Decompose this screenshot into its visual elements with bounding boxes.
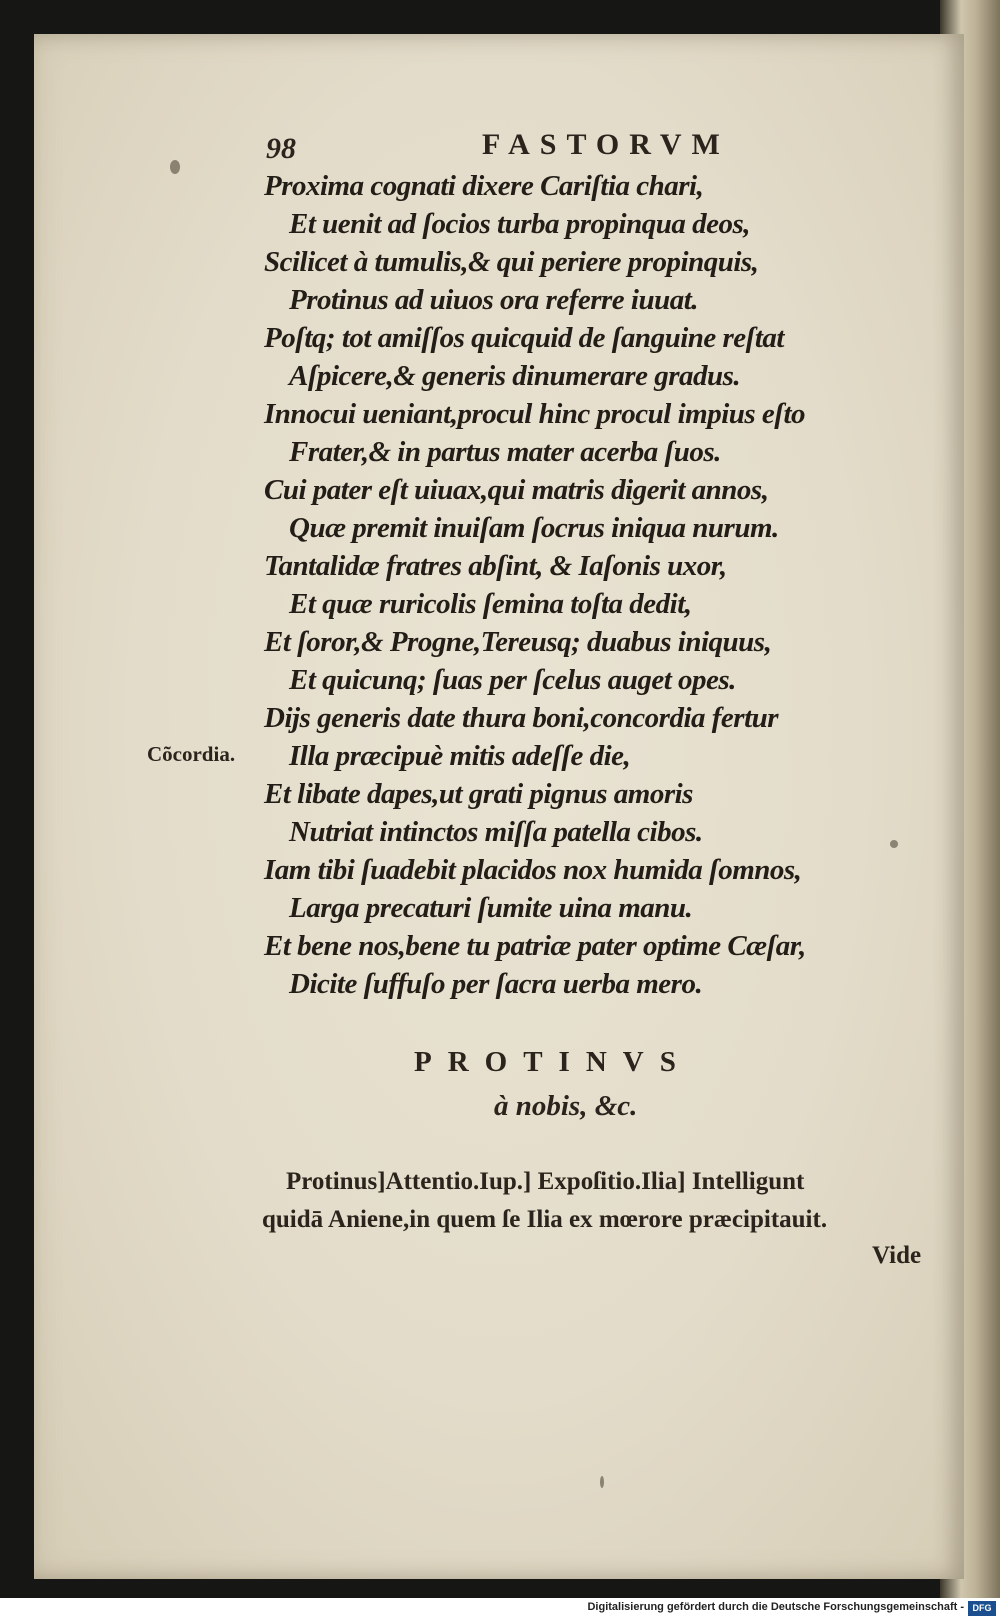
verse-line: Et ſoror,& Progne,Tereusq; duabus iniquus, <box>264 626 772 658</box>
margin-note: Cõcordia. <box>147 742 236 766</box>
verse-line: Quæ premit inuiſam ſocrus iniqua nurum. <box>289 512 779 544</box>
folio-number: 98 <box>266 132 296 165</box>
verse-line: Innocui ueniant,procul hinc procul impius eſto <box>264 398 806 430</box>
page-header <box>34 122 964 172</box>
verse-line: Et quicunq; ſuas per ſcelus auget opes. <box>289 664 736 696</box>
ink-blot <box>890 840 898 848</box>
verse-line: Aſpicere,& generis dinumerare gradus. <box>289 360 741 392</box>
commentary-line: Vide <box>872 1242 922 1269</box>
running-head: FASTORVM <box>482 128 730 161</box>
commentary-line: quidā Aniene,in quem ſe Ilia ex mœrore præcipitauit. <box>262 1206 828 1233</box>
lemma-title: PROTINVS <box>414 1046 692 1078</box>
verse-line: Et quæ ruricolis ſemina toſta dedit, <box>289 588 692 620</box>
book-page <box>34 34 964 1579</box>
verse-line: Larga precaturi ſumite uina manu. <box>289 892 693 924</box>
verse-line: Illa præcipuè mitis adeſſe die, <box>289 740 631 772</box>
verse-line: Nutriat intinctos miſſa patella cibos. <box>289 816 703 848</box>
verse-line: Et libate dapes,ut grati pignus amoris <box>264 778 693 810</box>
lemma-subtitle: à nobis, &c. <box>494 1090 638 1122</box>
footer-credit: Digitalisierung gefördert durch die Deutsche Forschungsgemeinschaft - <box>587 1601 964 1613</box>
verse-line: Cui pater eſt uiuax,qui matris digerit annos, <box>264 474 769 506</box>
verse-line: Proxima cognati dixere Cariſtia chari, <box>264 170 704 202</box>
verse-line: Iam tibi ſuadebit placidos nox humida ſomnos, <box>264 854 802 886</box>
verse-line: Frater,& in partus mater acerba ſuos. <box>289 436 721 468</box>
verse-line: Dicite ſuffuſo per ſacra uerba mero. <box>289 968 703 1000</box>
verse-line: Poſtq; tot amiſſos quicquid de ſanguine reſtat <box>264 322 784 354</box>
dfg-logo: DFG <box>968 1601 996 1616</box>
verse-line: Protinus ad uiuos ora referre iuuat. <box>289 284 699 316</box>
verse-line: Dijs generis date thura boni,concordia fertur <box>264 702 779 734</box>
commentary-line: Protinus]Attentio.Iup.] Expoſitio.Ilia] Intelligunt <box>286 1168 805 1195</box>
verse-line: Et bene nos,bene tu patriæ pater optime Cæſar, <box>264 930 806 962</box>
verse-line: Tantalidæ fratres abſint, & Iaſonis uxor, <box>264 550 727 582</box>
verse-line: Scilicet à tumulis,& qui periere propinquis, <box>264 246 759 278</box>
verse-line: Et uenit ad ſocios turba propinqua deos, <box>289 208 750 240</box>
footer-bar <box>0 1598 1000 1620</box>
ink-blot <box>600 1476 604 1488</box>
